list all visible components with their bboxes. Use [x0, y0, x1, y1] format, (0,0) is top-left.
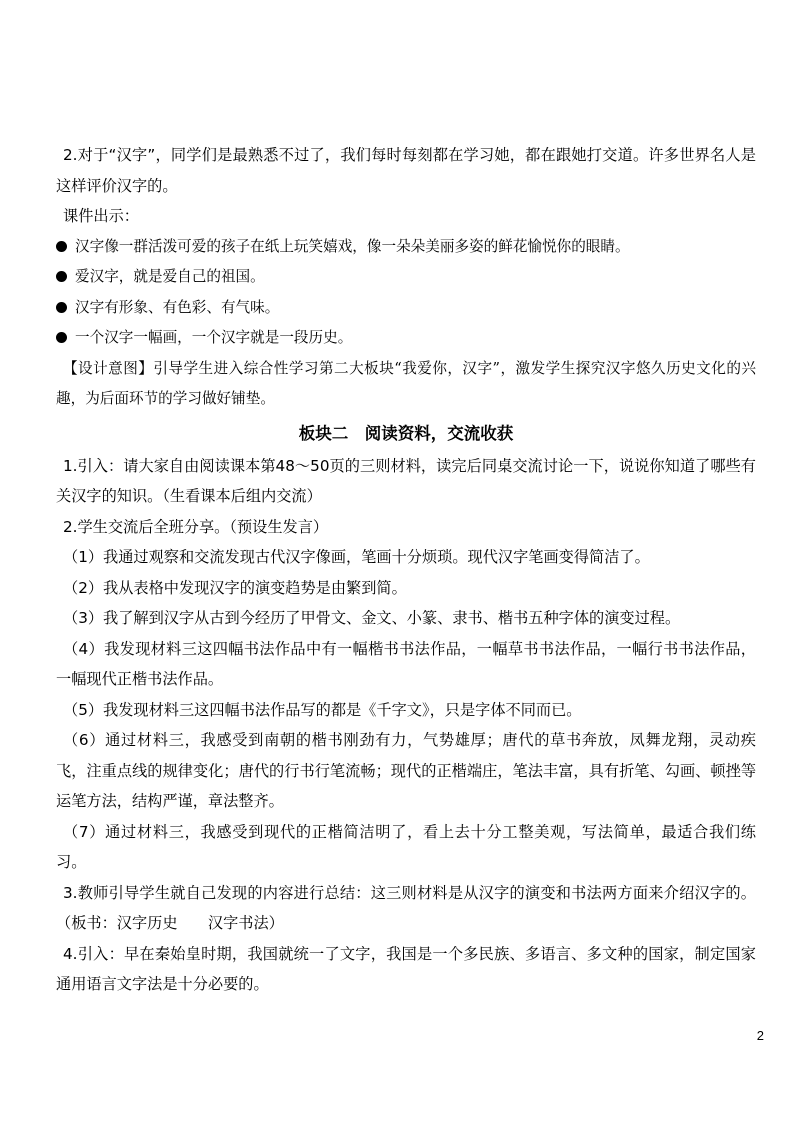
bullet-dot-icon	[56, 302, 67, 313]
paragraph-courseware: 课件出示：	[63, 207, 139, 225]
paragraph: （2）我从表格中发现汉字的演变趋势是由繁到简。	[63, 578, 407, 597]
paragraph: 2.学生交流后全班分享。（预设生发言）	[63, 517, 329, 536]
paragraph: （1）我通过观察和交流发现古代汉字像画，笔画十分烦琐。现代汉字笔画变得简洁了。	[63, 548, 650, 566]
bullet-text: 爱汉字，就是爱自己的祖国。	[75, 268, 265, 285]
paragraph: 3.教师引导学生就自己发现的内容进行总结：这三则材料是从汉字的演变和书法两方面来介绍汉字的。（板书：汉字历史 汉字书法）	[56, 883, 756, 932]
design-intent-paragraph: 【设计意图】引导学生进入综合性学习第二大板块“我爱你，汉字”，激发学生探究汉字悠久历史文化的兴趣，为后面环节的学习做好铺垫。	[56, 359, 756, 407]
bullet-text: 汉字像一群活泼可爱的孩子在纸上玩笑嬉戏，像一朵朵美丽多姿的鲜花愉悦你的眼睛。	[75, 237, 630, 255]
bullet-item	[56, 232, 756, 263]
paragraph: （4）我发现材料三这四幅书法作品中有一幅楷书书法作品，一幅草书书法作品，一幅行书书法作品，一幅现代正楷书法作品。	[56, 639, 756, 688]
page-number: 2	[756, 1028, 764, 1043]
paragraph: （7）通过材料三，我感受到现代的正楷简洁明了，看上去十分工整美观，写法简单，最适合我们练习。	[56, 822, 756, 871]
paragraph: 4.引入：早在秦始皇时期，我国就统一了文字，我国是一个多民族、多语言、多文种的国家，制定国家通用语言文字法是十分必要的。	[56, 944, 756, 993]
paragraph: （5）我发现材料三这四幅书法作品写的都是《千字文》，只是字体不同而已。	[63, 700, 582, 719]
bullet-item	[56, 293, 756, 324]
bullet-text: 汉字有形象、有色彩、有气味。	[75, 298, 280, 316]
bullet-item	[56, 262, 756, 293]
bullet-dot-icon	[56, 241, 67, 252]
paragraph: （6）通过材料三，我感受到南朝的楷书刚劲有力，气势雄厚；唐代的草书奔放，凤舞龙翔，灵动疾飞，注重点线的规律变化；唐代的行书行笔流畅；现代的正楷端庄，笔法丰富，具有折笔、勾画、顿挫等运笔方法，结构严谨，章法整齐。	[56, 731, 756, 810]
bullet-dot-icon	[56, 271, 67, 282]
bullet-dot-icon	[56, 332, 67, 343]
bullet-text: 一个汉字一幅画，一个汉字就是一段历史。	[75, 329, 353, 346]
bullet-item	[56, 323, 756, 354]
document-body	[56, 140, 756, 1000]
paragraph: 1.引入：请大家自由阅读课本第48～50页的三则材料，读完后同桌交流讨论一下，说说你知道了哪些有关汉字的知识。（生看课本后组内交流）	[56, 456, 756, 505]
paragraph: （3）我了解到汉字从古到今经历了甲骨文、金文、小篆、隶书、楷书五种字体的演变过程。	[63, 609, 681, 627]
section-heading: 板块二 阅读资料，交流收获	[298, 423, 514, 443]
paragraph-intro: 2.对于“汉字”，同学们是最熟悉不过了，我们每时每刻都在学习她，都在跟她打交道。许多世界名人是这样评价汉字的。	[56, 146, 756, 195]
